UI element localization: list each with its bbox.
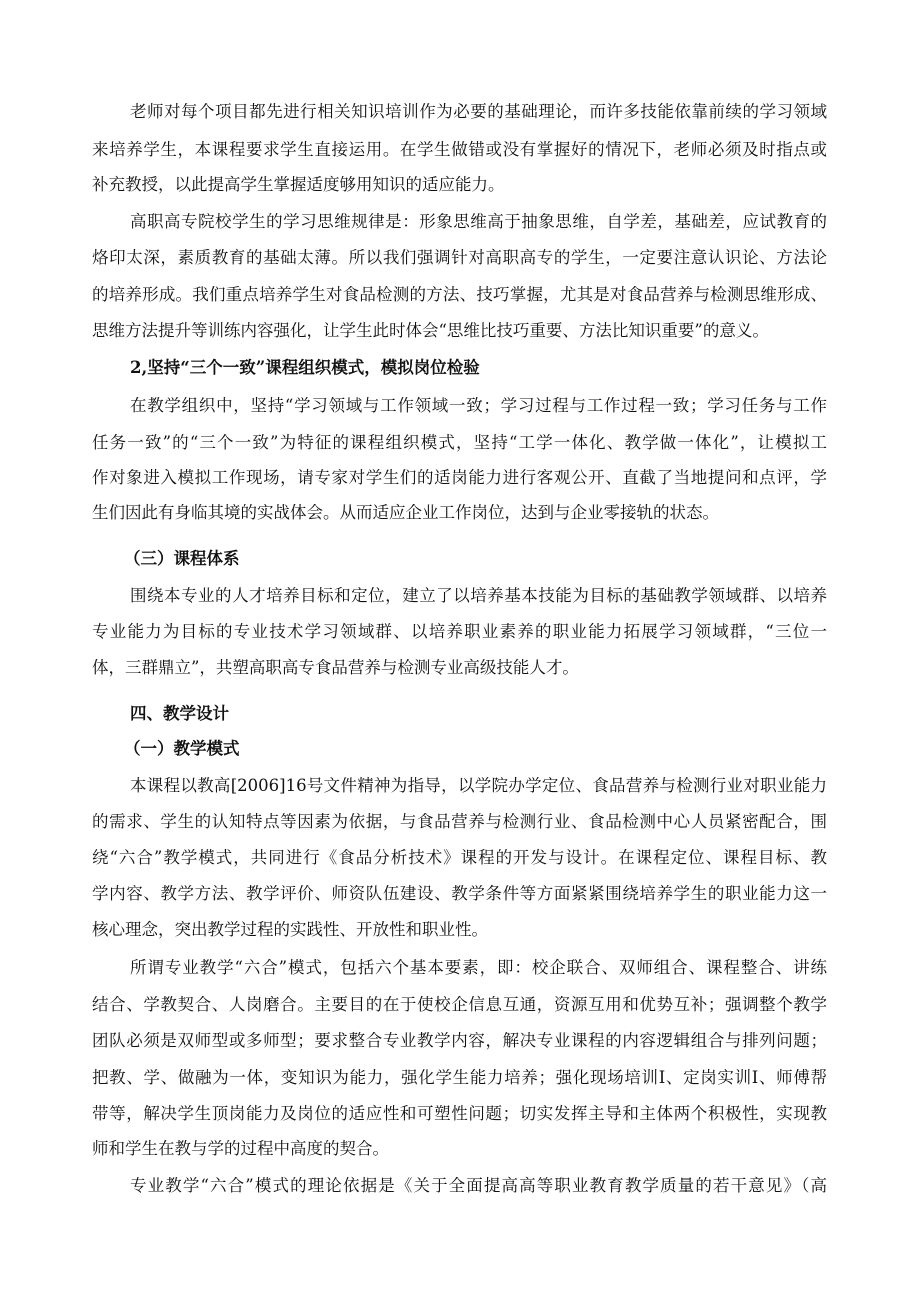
paragraph-2-line-3: 的培养形成。我们重点培养学生对食品检测的方法、技巧掌握，尤其是对食品营养与检测思维形成、 xyxy=(92,285,827,304)
paragraph-5-line-4: 学内容、教学方法、教学评价、师资队伍建设、教学条件等方面紧紧围绕培养学生的职业能力这一 xyxy=(92,884,827,903)
paragraph-1-line-2: 来培养学生，本课程要求学生直接运用。在学生做错或没有掌握好的情况下，老师必须及时指点或 xyxy=(92,140,827,159)
section-heading-teaching-mode: （一）教学模式 xyxy=(124,739,240,758)
paragraph-1-line-1: 老师对每个项目都先进行相关知识培训作为必要的基础理论，而许多技能依靠前续的学习领域 xyxy=(130,102,827,121)
paragraph-5-line-1: 本课程以教高[2006]16号文件精神为指导，以学院办学定位、食品营养与检测行业对职业能力 xyxy=(130,776,827,795)
paragraph-6-line-4: 把教、学、做融为一体，变知识为能力，强化学生能力培养；强化现场培训Ⅰ、定岗实训Ⅰ、师傅帮 xyxy=(92,1068,827,1087)
paragraph-3-line-2: 任务一致”的“三个一致”为特征的课程组织模式，坚持“工学一体化、教学做一体化”，让模拟工 xyxy=(92,433,827,452)
paragraph-2-line-1: 高职高专院校学生的学习思维规律是：形象思维高于抽象思维，自学差，基础差，应试教育的 xyxy=(130,212,827,231)
paragraph-6-line-2: 结合、学教契合、人岗磨合。主要目的在于使校企信息互通，资源互用和优势互补；强调整个教学 xyxy=(92,995,827,1014)
paragraph-4-line-1: 围绕本专业的人才培养目标和定位，建立了以培养基本技能为目标的基础教学领域群、以培养 xyxy=(130,586,827,605)
paragraph-3-line-1: 在教学组织中，坚持“学习领域与工作领域一致；学习过程与工作过程一致；学习任务与工作 xyxy=(130,396,827,415)
paragraph-2-line-2: 烙印太深，素质教育的基础太薄。所以我们强调针对高职高专的学生，一定要注意认识论、方法论 xyxy=(92,248,827,267)
paragraph-1-line-3: 补充教授，以此提高学生掌握适度够用知识的适应能力。 xyxy=(92,175,505,194)
paragraph-4-line-3: 体，三群鼎立”，共塑高职高专食品营养与检测专业高级技能人才。 xyxy=(92,658,579,677)
paragraph-5-line-3: 绕“六合”教学模式，共同进行《食品分析技术》课程的开发与设计。在课程定位、课程目标、教 xyxy=(92,848,827,867)
paragraph-6-line-5: 带等，解决学生顶岗能力及岗位的适应性和可塑性问题；切实发挥主导和主体两个积极性，实现教 xyxy=(92,1104,827,1123)
paragraph-6-line-1: 所谓专业教学“六合”模式，包括六个基本要素，即：校企联合、双师组合、课程整合、讲练 xyxy=(130,958,827,977)
paragraph-3-line-4: 生们因此有身临其境的实战体会。从而适应企业工作岗位，达到与企业零接轨的状态。 xyxy=(92,503,719,522)
section-heading-course-system: （三）课程体系 xyxy=(124,549,240,568)
paragraph-2-line-4: 思维方法提升等训练内容强化，让学生此时体会“思维比技巧重要、方法比知识重要”的意义。 xyxy=(92,321,769,340)
paragraph-7-line-1: 专业教学“六合”模式的理论依据是《关于全面提高高等职业教育教学质量的若干意见》（高 xyxy=(130,1176,827,1195)
section-heading-2: 2,坚持“三个一致”课程组织模式，模拟岗位检验 xyxy=(130,358,480,377)
paragraph-3-line-3: 作对象进入模拟工作现场，请专家对学生们的适岗能力进行客观公开、直截了当地提问和点评，学 xyxy=(92,468,827,487)
section-heading-teaching-design: 四、教学设计 xyxy=(130,704,229,723)
paragraph-6-line-3: 团队必须是双师型或多师型；要求整合专业教学内容，解决专业课程的内容逻辑组合与排列问题； xyxy=(92,1031,827,1050)
paragraph-5-line-5: 核心理念，突出教学过程的实践性、开放性和职业性。 xyxy=(92,920,488,939)
paragraph-5-line-2: 的需求、学生的认知特点等因素为依据，与食品营养与检测行业、食品检测中心人员紧密配合，围 xyxy=(92,812,827,831)
paragraph-6-line-6: 师和学生在教与学的过程中高度的契合。 xyxy=(92,1139,389,1158)
paragraph-4-line-2: 专业能力为目标的专业技术学习领域群、以培养职业素养的职业能力拓展学习领域群，“三位一 xyxy=(92,622,827,641)
